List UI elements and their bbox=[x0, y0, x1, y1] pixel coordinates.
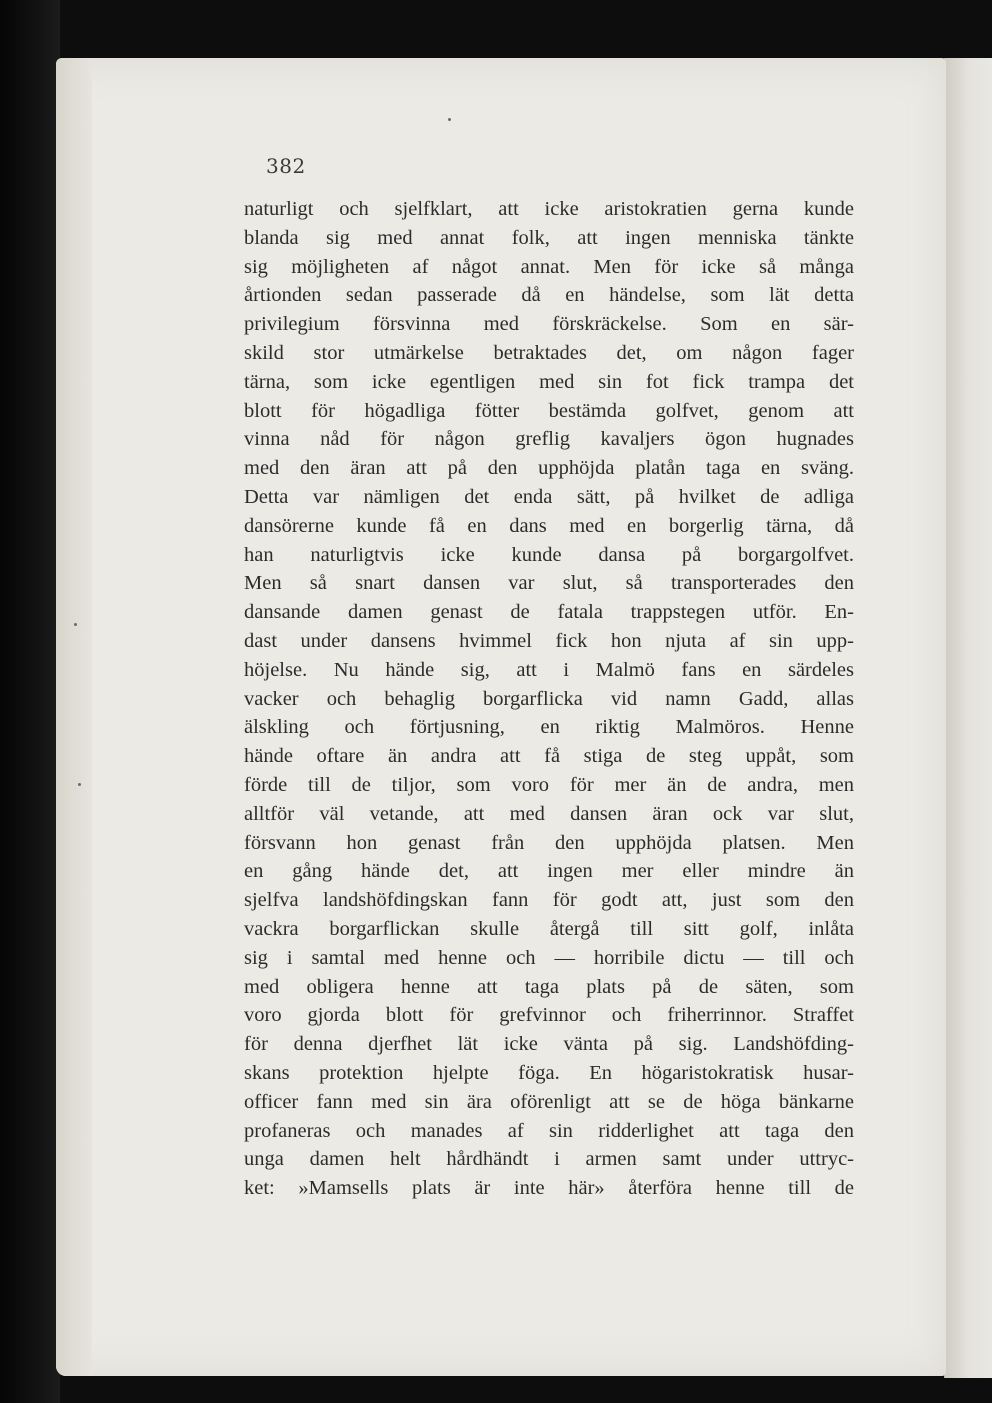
text-line: ket: »Mamsells plats är inte här» återföra henne till de bbox=[244, 1177, 854, 1200]
text-line: med den äran att på den upphöjda platån taga en sväng. bbox=[244, 457, 854, 480]
text-line: försvann hon genast från den upphöjda platsen. Men bbox=[244, 831, 854, 854]
text-line: blanda sig med annat folk, att ingen menniska tänkte bbox=[244, 226, 854, 249]
text-line: vacker och behaglig borgarflicka vid namn Gadd, allas bbox=[244, 687, 854, 710]
text-line: vackra borgarflickan skulle återgå till sitt golf, inlåta bbox=[244, 917, 854, 940]
text-line: blott för högadliga fötter bestämda golfvet, genom att bbox=[244, 399, 854, 422]
text-line: sjelfva landshöfdingskan fann för godt att, just som den bbox=[244, 889, 854, 912]
text-line: för denna djerfhet lät icke vänta på sig. Landshöfding- bbox=[244, 1033, 854, 1056]
text-line: dansande damen genast de fatala trappstegen utför. En- bbox=[244, 601, 854, 624]
text-line: unga damen helt hårdhändt i armen samt under uttryc- bbox=[244, 1148, 854, 1171]
text-line: profaneras och manades af sin ridderlighet att taga den bbox=[244, 1119, 854, 1142]
text-line: sig möjligheten af något annat. Men för icke så många bbox=[244, 255, 854, 278]
paper-speck bbox=[74, 623, 77, 626]
paper-speck bbox=[78, 783, 81, 786]
text-line: skild stor utmärkelse betraktades det, om någon fager bbox=[244, 341, 854, 364]
text-line: en gång hände det, att ingen mer eller mindre än bbox=[244, 860, 854, 883]
text-line: vinna nåd för någon greflig kavaljers ögon hugnades bbox=[244, 428, 854, 451]
text-line: naturligt och sjelfklart, att icke aristokratien gerna kunde bbox=[244, 198, 854, 220]
text-line: årtionden sedan passerade då en händelse, som lät detta bbox=[244, 284, 854, 307]
text-line: alltför väl vetande, att med dansen äran ock var slut, bbox=[244, 802, 854, 825]
text-line: sig i samtal med henne och — horribile dictu — till och bbox=[244, 946, 854, 969]
page-number: 382 bbox=[266, 154, 306, 178]
text-line: älskling och förtjusning, en riktig Malmöros. Henne bbox=[244, 716, 854, 739]
body-text bbox=[244, 195, 854, 1203]
text-line: tärna, som icke egentligen med sin fot fick trampa det bbox=[244, 370, 854, 393]
text-line: skans protektion hjelpte föga. En högaristokratisk husar- bbox=[244, 1061, 854, 1084]
text-line: voro gjorda blott för grefvinnor och friherrinnor. Straffet bbox=[244, 1004, 854, 1027]
text-line: höjelse. Nu hände sig, att i Malmö fans en särdeles bbox=[244, 658, 854, 681]
text-line: förde till de tiljor, som voro för mer än de andra, men bbox=[244, 773, 854, 796]
text-line: han naturligtvis icke kunde dansa på borgargolfvet. bbox=[244, 543, 854, 566]
text-line: officer fann med sin ära oförenligt att se de höga bänkarne bbox=[244, 1090, 854, 1113]
text-line: Detta var nämligen det enda sätt, på hvilket de adliga bbox=[244, 485, 854, 508]
text-line: hände oftare än andra att få stiga de steg uppåt, som bbox=[244, 745, 854, 768]
text-line: privilegium försvinna med förskräckelse. Som en sär- bbox=[244, 313, 854, 336]
scan-background-edge bbox=[0, 0, 60, 1403]
adjacent-page-edge bbox=[944, 58, 992, 1378]
text-line: Men så snart dansen var slut, så transporterades den bbox=[244, 572, 854, 595]
paper-speck bbox=[448, 118, 451, 121]
text-line: dast under dansens hvimmel fick hon njuta af sin upp- bbox=[244, 629, 854, 652]
text-line: med obligera henne att taga plats på de säten, som bbox=[244, 975, 854, 998]
text-line: dansörerne kunde få en dans med en borgerlig tärna, då bbox=[244, 514, 854, 537]
